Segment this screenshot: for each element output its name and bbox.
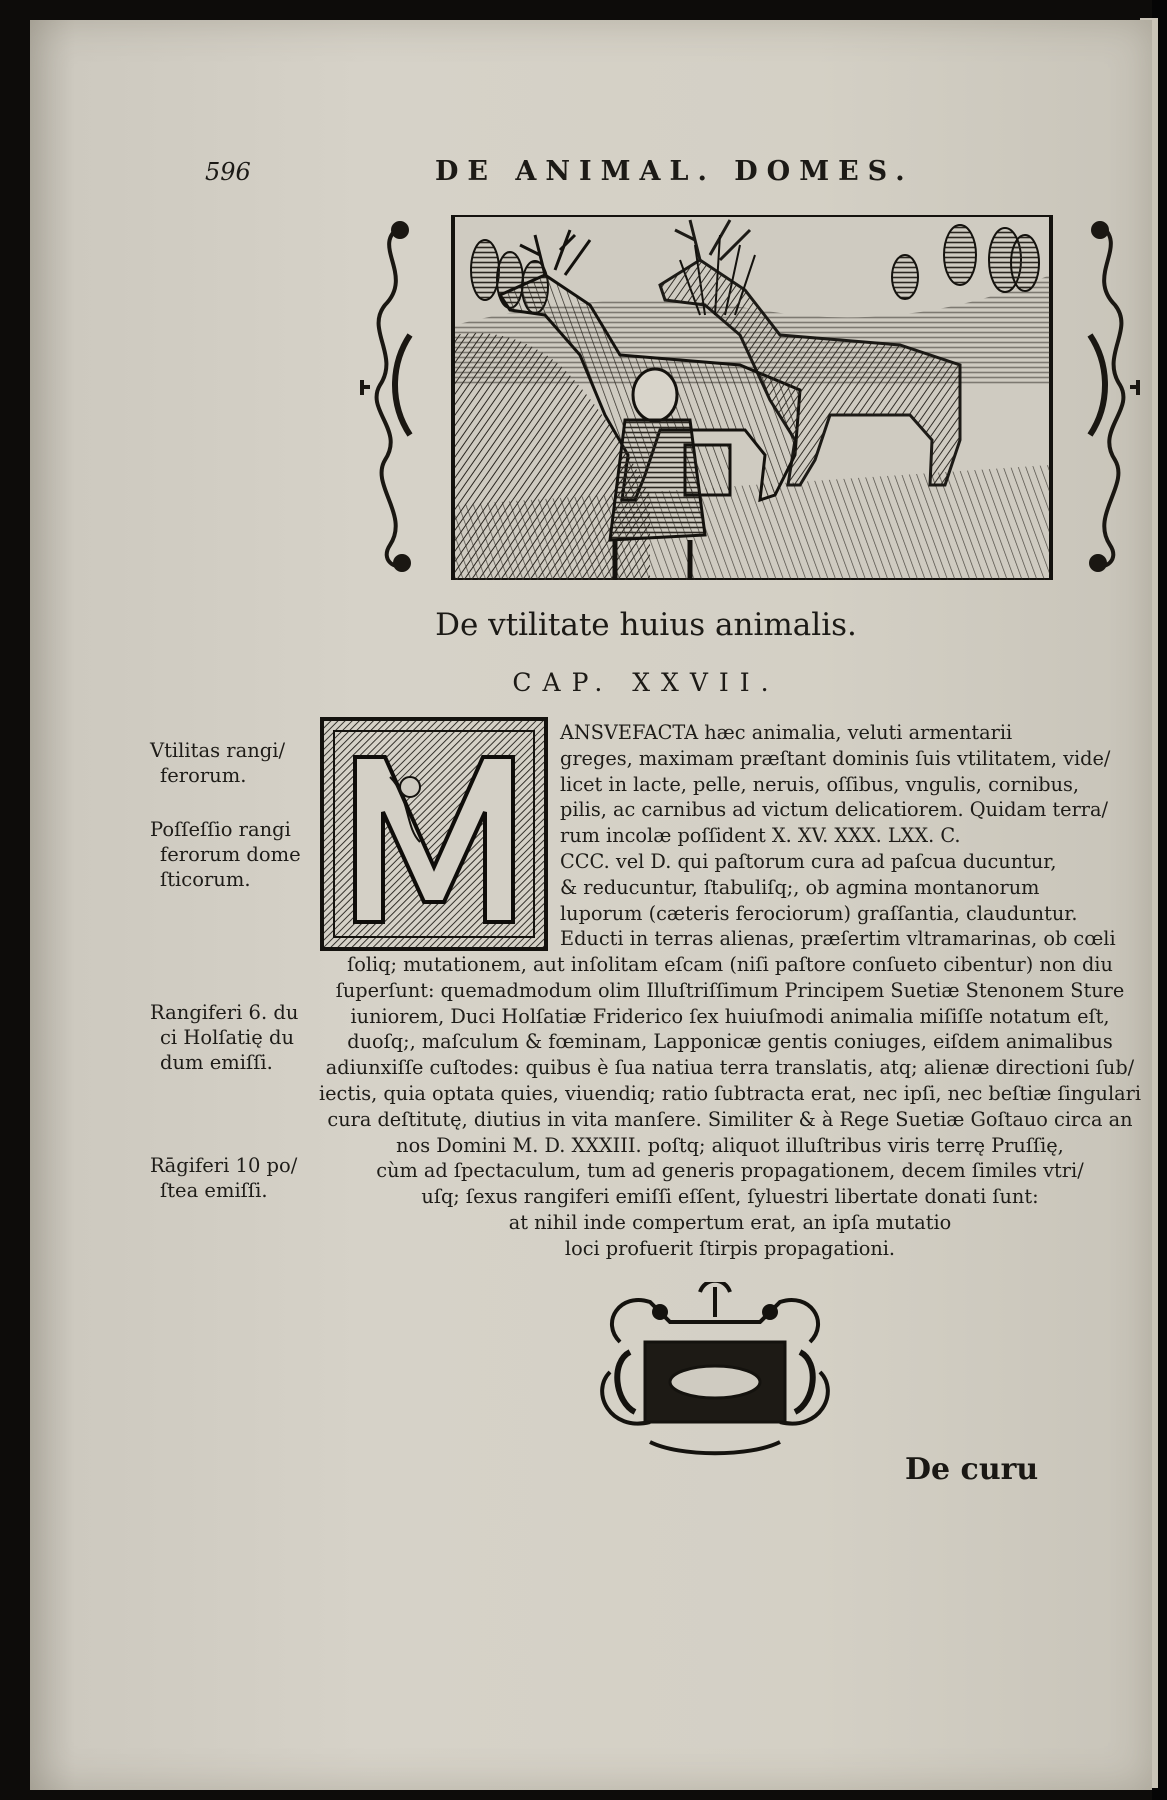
body-text-full: [315, 952, 1145, 1262]
body-line: ſoliq; mutationem, aut inſolitam eſcam (niſi paſtore conſueto cibentur) non diu: [347, 953, 1113, 976]
body-line: at nihil inde compertum erat, an ipſa mutatio: [508, 1210, 952, 1234]
body-line: cùm ad ſpectaculum, tum ad generis propagationem, decem ſimiles vtri/: [376, 1159, 1084, 1183]
body-line: adiunxiſſe cuſtodes: quibus è ſua natiua terra translatis, atq; alienæ directioni ſub/: [325, 1056, 1135, 1080]
body-line: greges, maximam præſtant dominis ſuis vtilitatem, vide/: [560, 746, 1111, 770]
margin-note-line: Rāgiferi 10 po/: [150, 1154, 298, 1177]
body-line: uſq; ſexus rangiferi emiſſi eſſent, ſyluestri libertate donati ſunt:: [421, 1185, 1039, 1209]
margin-note-line: Rangiferi 6. du: [150, 1001, 299, 1024]
body-line: pilis, ac carnibus ad victum delicatiorem. Quidam terra/: [560, 798, 1108, 822]
page-number: 596: [205, 158, 251, 186]
margin-note-line: ci Holſatię du: [160, 1026, 295, 1049]
margin-note-line: ferorum dome: [160, 843, 301, 866]
body-line: ſuperſunt: quemadmodum olim Illuſtriſſimum Principem Suetiæ Stenonem Sture: [335, 978, 1125, 1002]
body-line: & reducuntur, ſtabuliſq;, ob agmina montanorum: [560, 875, 1040, 899]
running-title: DE ANIMAL. DOMES.: [435, 156, 914, 187]
margin-note: [150, 738, 285, 788]
body-line: Educti in terras alienas, præſertim vltramarinas, ob cœli: [560, 927, 1116, 951]
book-page: [30, 20, 1152, 1790]
margin-note: [150, 817, 301, 892]
margin-note-line: ſtea emiſſi.: [160, 1179, 268, 1202]
catchword: De curu: [905, 1452, 1039, 1487]
body-line: ANSVEFACTA hæc animalia, veluti armentarii: [560, 721, 1013, 744]
illustration-caption: De vtilitate huius animalis.: [435, 607, 857, 643]
margin-note: [150, 1000, 298, 1075]
decorated-initial-m-icon: [320, 717, 548, 951]
chapter-heading: CAP. XXVII.: [512, 668, 780, 697]
woodcut-reindeer-milking-icon: [360, 215, 1140, 580]
body-line: cura deſtitutę, diutius in vita manſere. Similiter & à Rege Suetiæ Goſtauo circa an: [327, 1107, 1133, 1131]
body-line: CCC. vel D. qui paſtorum cura ad paſcua ducuntur,: [560, 849, 1057, 873]
margin-note-line: ferorum.: [160, 764, 247, 787]
margin-note-line: dum emiſſi.: [160, 1051, 273, 1074]
body-line: iuniorem, Duci Holſatiæ Friderico ſex huiuſmodi animalia miſiſſe notatum eſt,: [350, 1004, 1110, 1028]
margin-note-line: Vtilitas rangi/: [150, 739, 286, 762]
body-line: duoſq;, maſculum & fœminam, Lapponicæ gentis coniuges, eiſdem animalibus: [347, 1030, 1113, 1054]
tailpiece-ornament-icon: [590, 1282, 840, 1457]
margin-note: [150, 1153, 297, 1203]
margin-note-line: Poſſeſſio rangi: [150, 818, 291, 841]
body-text-beside-initial: [560, 720, 1116, 952]
body-line: luporum (cæteris ferociorum) graſſantia, clauduntur.: [560, 901, 1078, 925]
margin-note-line: ſticorum.: [160, 868, 251, 891]
page-header: [30, 150, 1152, 190]
body-line: nos Domini M. D. XXXIII. poſtq; aliquot illuſtribus viris terrę Pruſſię,: [396, 1133, 1064, 1157]
body-line: loci profuerit ſtirpis propagationi.: [564, 1236, 896, 1260]
body-line: rum incolæ poſſident X. XV. XXX. LXX. C.: [560, 824, 961, 848]
body-line: iectis, quia optata quies, viuendiq; ratio ſubtracta erat, nec ipſi, nec beſtiæ ſingulari: [318, 1081, 1142, 1105]
body-line: licet in lacte, pelle, neruis, oſſibus, vngulis, cornibus,: [560, 772, 1080, 796]
